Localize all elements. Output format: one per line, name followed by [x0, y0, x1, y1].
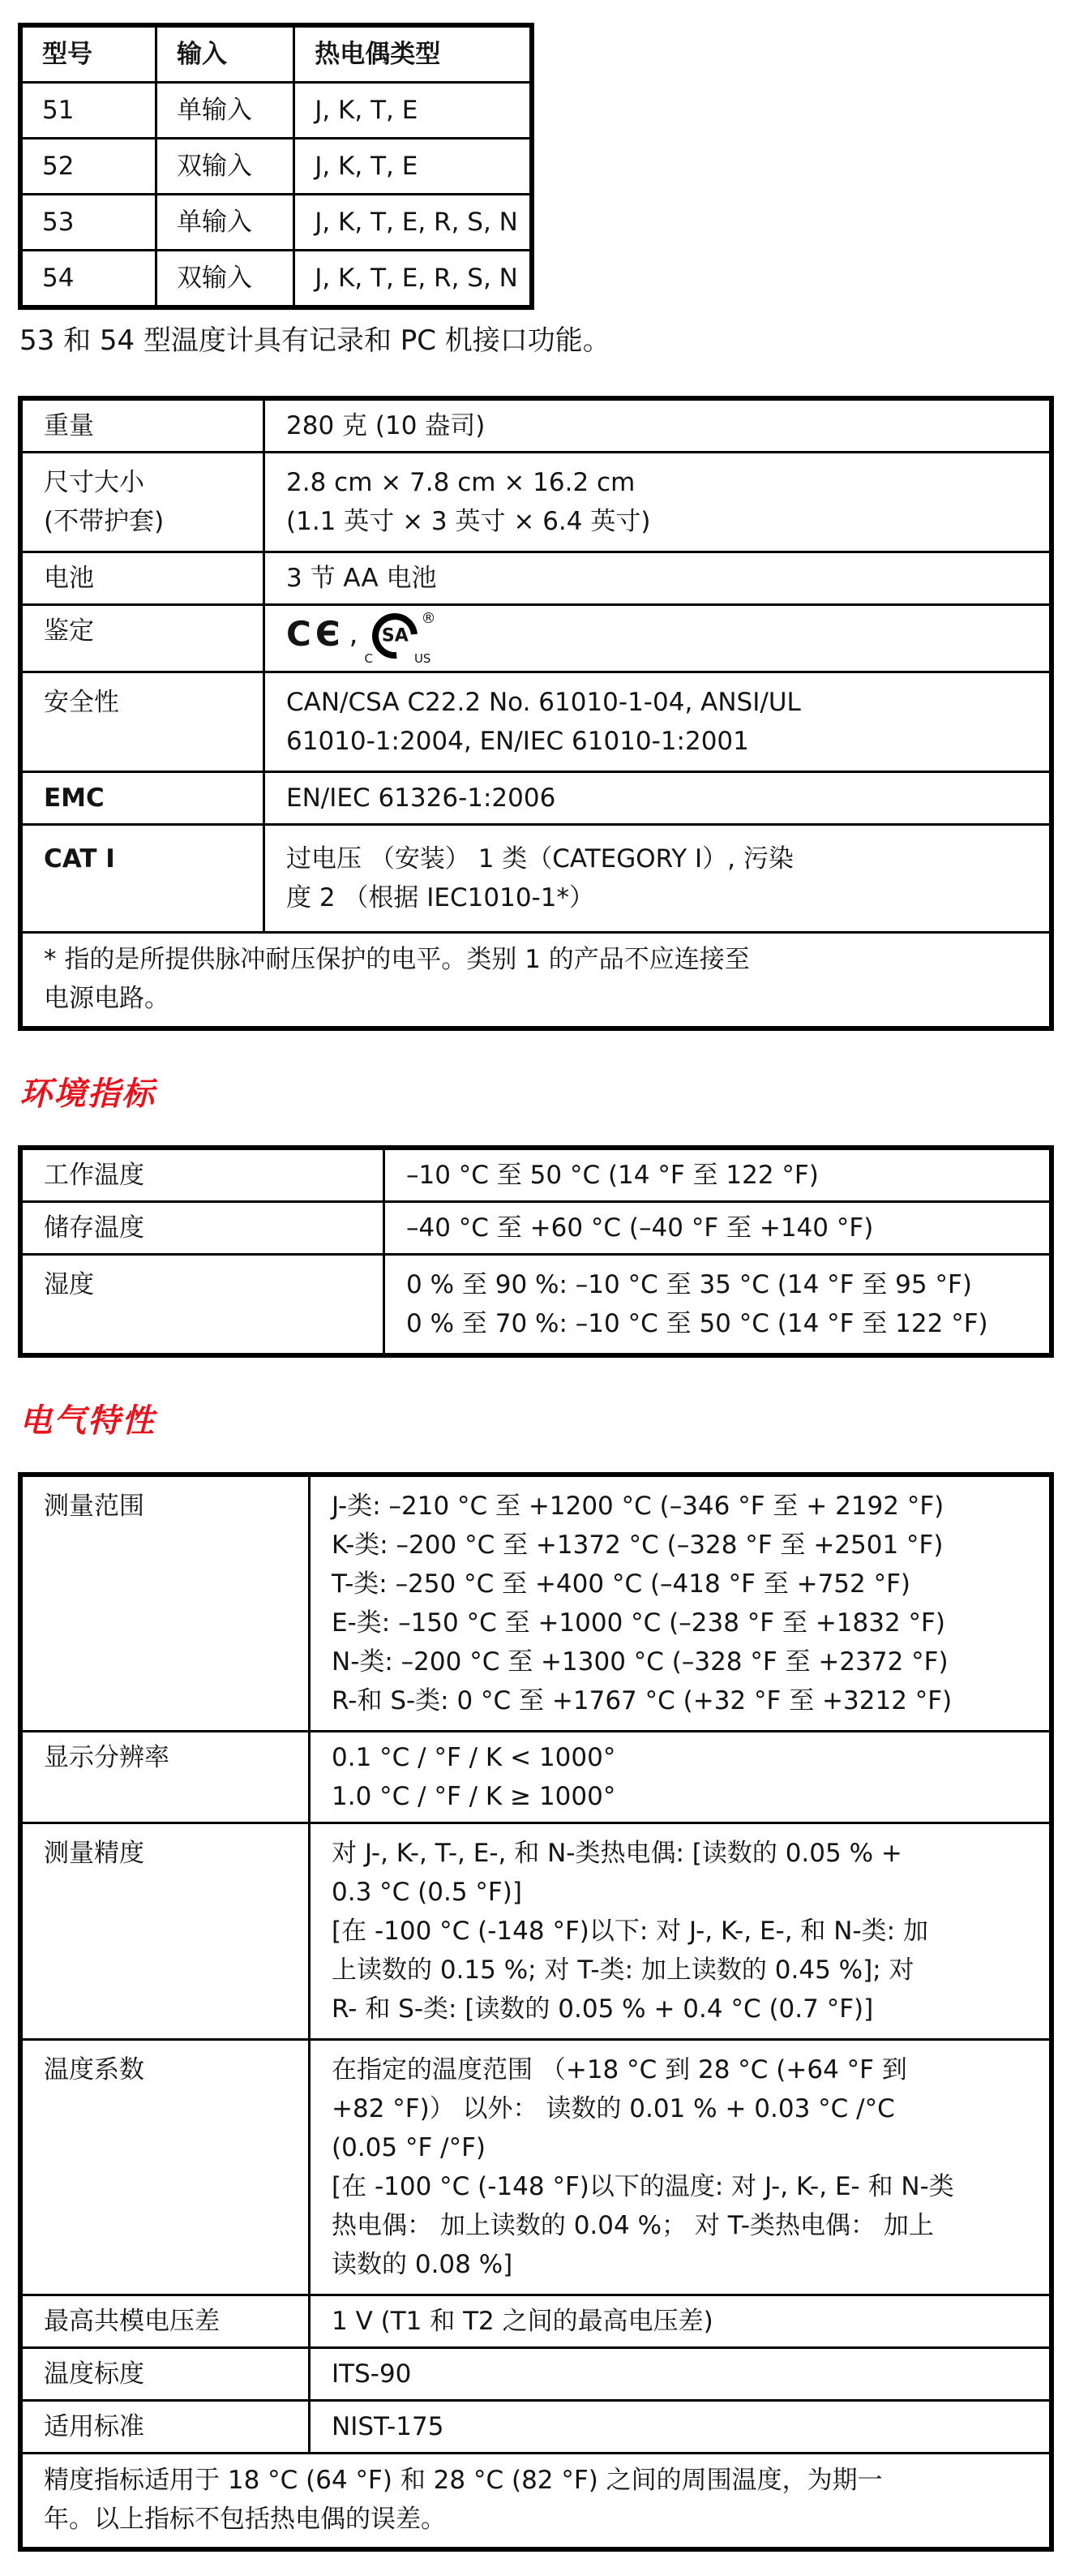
value-line: 上读数的 0.15 %; 对 T-类: 加上读数的 0.45 %]; 对: [332, 1956, 914, 1985]
types-cell: J, K, T, E: [294, 139, 531, 195]
spec-value-cell: [384, 1202, 1051, 1255]
value-line: 对 J-, K-, T-, E-, 和 N-类热电偶: [读数的 0.05 % +: [332, 1839, 902, 1868]
label-line: 尺寸大小: [44, 468, 144, 497]
types-cell: J, K, T, E, R, S, N: [294, 251, 531, 307]
spec-row: [22, 1732, 1051, 1823]
spec-value-cell: [264, 453, 1051, 552]
spec-value-cell: [310, 1823, 1051, 2040]
footnote-row: [22, 933, 1051, 1028]
spec-value-cell: [264, 772, 1051, 825]
spec-value-cell: [384, 1149, 1051, 1202]
value-line: K-类: –200 °C 至 +1372 °C (–328 °F 至 +2501 °F): [332, 1531, 944, 1560]
spec-row: [22, 552, 1051, 605]
spec-label-cell: 测量精度: [22, 1823, 310, 2040]
spec-label-cell: [22, 453, 264, 552]
spec-row: [22, 2040, 1051, 2295]
model-table-row: [22, 139, 531, 195]
model-table: [18, 23, 534, 310]
spec-row: [22, 400, 1051, 453]
input-cell: 单输入: [156, 83, 293, 139]
spec-row: [22, 453, 1051, 552]
spec-row: [22, 1823, 1051, 2040]
model-cell: 54: [22, 251, 156, 307]
value-line: 在指定的温度范围 （+18 °C 到 28 °C (+64 °F 到: [332, 2055, 907, 2084]
value-line: N-类: –200 °C 至 +1300 °C (–328 °F 至 +2372 °F): [332, 1647, 949, 1677]
spec-row: [22, 1202, 1051, 1255]
registered-symbol: ®: [421, 610, 436, 627]
environment-section-heading: 环境指标: [19, 1075, 156, 1113]
value-line: EN/IEC 61326-1:2006: [286, 784, 556, 813]
spec-value-cell: [384, 1255, 1051, 1355]
value-line: –10 °C 至 50 °C (14 °F 至 122 °F): [406, 1161, 819, 1190]
certification-marks: [286, 612, 1034, 665]
spec-row: [22, 672, 1051, 772]
value-line: 1 V (T1 和 T2 之间的最高电压差): [332, 2307, 713, 2336]
value-line: NIST-175: [332, 2412, 444, 2441]
spec-label-cell: 工作温度: [22, 1149, 384, 1202]
spec-label-cell: 储存温度: [22, 1202, 384, 1255]
value-line: 61010-1:2004, EN/IEC 61010-1:2001: [286, 727, 749, 756]
spec-row: [22, 1255, 1051, 1355]
value-line: 0.3 °C (0.5 °F)]: [332, 1878, 522, 1907]
spec-value-cell: [310, 2401, 1051, 2454]
spec-row: [22, 605, 1051, 672]
spec-label-cell: 鉴定: [22, 605, 264, 672]
spec-row: [22, 1476, 1051, 1732]
value-line: 0 % 至 90 %: –10 °C 至 35 °C (14 °F 至 95 °F): [406, 1270, 972, 1299]
value-line: T-类: –250 °C 至 +400 °C (–418 °F 至 +752 °F): [332, 1569, 911, 1599]
model-table-header-row: [22, 27, 531, 83]
value-line: 280 克 (10 盎司): [286, 411, 486, 440]
input-col-header: 输入: [156, 27, 293, 83]
spec-value-cell: [310, 1732, 1051, 1823]
model-table-row: [22, 83, 531, 139]
value-line: –40 °C 至 +60 °C (–40 °F 至 +140 °F): [406, 1213, 874, 1243]
value-line: 3 节 AA 电池: [286, 564, 437, 593]
spec-label-cell: EMC: [22, 772, 264, 825]
value-line: E-类: –150 °C 至 +1000 °C (–238 °F 至 +1832 °F): [332, 1608, 945, 1638]
environment-table: [18, 1145, 1054, 1358]
spec-label-cell: 显示分辨率: [22, 1732, 310, 1823]
spec-label-cell: 重量: [22, 400, 264, 453]
input-cell: 单输入: [156, 195, 293, 251]
value-line: CAN/CSA C22.2 No. 61010-1-04, ANSI/UL: [286, 688, 801, 717]
table-footnote-cell: [22, 2454, 1051, 2548]
spec-value-cell: [310, 1476, 1051, 1732]
model-col-header: 型号: [22, 27, 156, 83]
spec-value-cell: [310, 2348, 1051, 2401]
footnote-line: * 指的是所提供脉冲耐压保护的电平。类别 1 的产品不应连接至: [44, 945, 750, 974]
csa-monogram: SA: [382, 625, 409, 646]
spec-label-cell: 适用标准: [22, 2401, 310, 2454]
value-line: 过电压 （安装） 1 类（CATEGORY I）, 污染: [286, 844, 794, 874]
spec-label-cell: CAT I: [22, 825, 264, 933]
spec-label-cell: 湿度: [22, 1255, 384, 1355]
csa-c-label: C: [364, 651, 373, 666]
model-note: 53 和 54 型温度计具有记录和 PC 机接口功能。: [19, 324, 610, 357]
value-line: [在 -100 °C (-148 °F)以下: 对 J-, K-, E-, 和 N-类: 加: [332, 1917, 928, 1946]
csa-us-label: US: [413, 651, 431, 666]
types-cell: J, K, T, E: [294, 83, 531, 139]
electrical-section-heading: 电气特性: [19, 1402, 156, 1440]
general-spec-table: [18, 396, 1054, 1031]
types-cell: J, K, T, E, R, S, N: [294, 195, 531, 251]
model-cell: 52: [22, 139, 156, 195]
label-line: (不带护套): [44, 507, 165, 536]
footnote-row: [22, 2454, 1051, 2548]
electrical-table: [18, 1472, 1054, 2552]
spec-row: [22, 2295, 1051, 2348]
spec-label-cell: 温度标度: [22, 2348, 310, 2401]
value-line: (1.1 英寸 × 3 英寸 × 6.4 英寸): [286, 507, 651, 536]
type-col-header: 热电偶类型: [294, 27, 531, 83]
spec-value-cell: [310, 2040, 1051, 2295]
value-line: 读数的 0.08 %]: [332, 2250, 513, 2279]
value-line: 度 2 （根据 IEC1010-1*）: [286, 883, 594, 912]
spec-row: [22, 2348, 1051, 2401]
table-footnote-cell: [22, 933, 1051, 1028]
spec-row: [22, 2401, 1051, 2454]
ce-mark-icon: CЄ: [286, 614, 345, 654]
spec-value-cell: [264, 672, 1051, 772]
model-cell: 51: [22, 83, 156, 139]
spec-value-cell: [264, 825, 1051, 933]
spec-label-cell: 温度系数: [22, 2040, 310, 2295]
footnote-line: 电源电路。: [44, 984, 169, 1013]
spec-label-cell: 测量范围: [22, 1476, 310, 1732]
model-table-row: [22, 251, 531, 307]
value-line: R-和 S-类: 0 °C 至 +1767 °C (+32 °F 至 +3212 °F): [332, 1686, 953, 1715]
value-line: R- 和 S-类: [读数的 0.05 % + 0.4 °C (0.7 °F)]: [332, 1994, 874, 2024]
spec-row: [22, 825, 1051, 933]
value-line: 1.0 °C / °F / K ≥ 1000°: [332, 1782, 616, 1811]
footnote-line: 年。以上指标不包括热电偶的误差。: [44, 2505, 446, 2534]
spec-value-cell: [264, 400, 1051, 453]
value-line: 热电偶： 加上读数的 0.04 %； 对 T-类热电偶： 加上: [332, 2211, 934, 2240]
spec-label-cell: 安全性: [22, 672, 264, 772]
value-line: (0.05 °F /°F): [332, 2133, 486, 2162]
csa-mark-icon: [364, 610, 436, 666]
value-line: 0 % 至 70 %: –10 °C 至 50 °C (14 °F 至 122 °F): [406, 1309, 988, 1338]
value-line: 2.8 cm × 7.8 cm × 16.2 cm: [286, 468, 636, 497]
footnote-line: 精度指标适用于 18 °C (64 °F) 和 28 °C (82 °F) 之间的周围温度，为期一: [44, 2466, 883, 2495]
input-cell: 双输入: [156, 251, 293, 307]
value-line: +82 °F)） 以外： 读数的 0.01 % + 0.03 °C /°C: [332, 2094, 895, 2123]
model-cell: 53: [22, 195, 156, 251]
value-line: [在 -100 °C (-148 °F)以下的温度: 对 J-, K-, E- 和 N-类: [332, 2172, 954, 2201]
model-table-row: [22, 195, 531, 251]
spec-label-cell: 电池: [22, 552, 264, 605]
value-line: 0.1 °C / °F / K < 1000°: [332, 1743, 616, 1772]
certification-value-cell: [264, 605, 1051, 672]
spec-value-cell: [264, 552, 1051, 605]
cert-comma: ,: [349, 618, 358, 650]
value-line: ITS-90: [332, 2359, 412, 2389]
spec-value-cell: [310, 2295, 1051, 2348]
spec-row: [22, 772, 1051, 825]
value-line: J-类: –210 °C 至 +1200 °C (–346 °F 至 + 2192 °F): [332, 1492, 944, 1521]
spec-label-cell: 最高共模电压差: [22, 2295, 310, 2348]
input-cell: 双输入: [156, 139, 293, 195]
spec-row: [22, 1149, 1051, 1202]
